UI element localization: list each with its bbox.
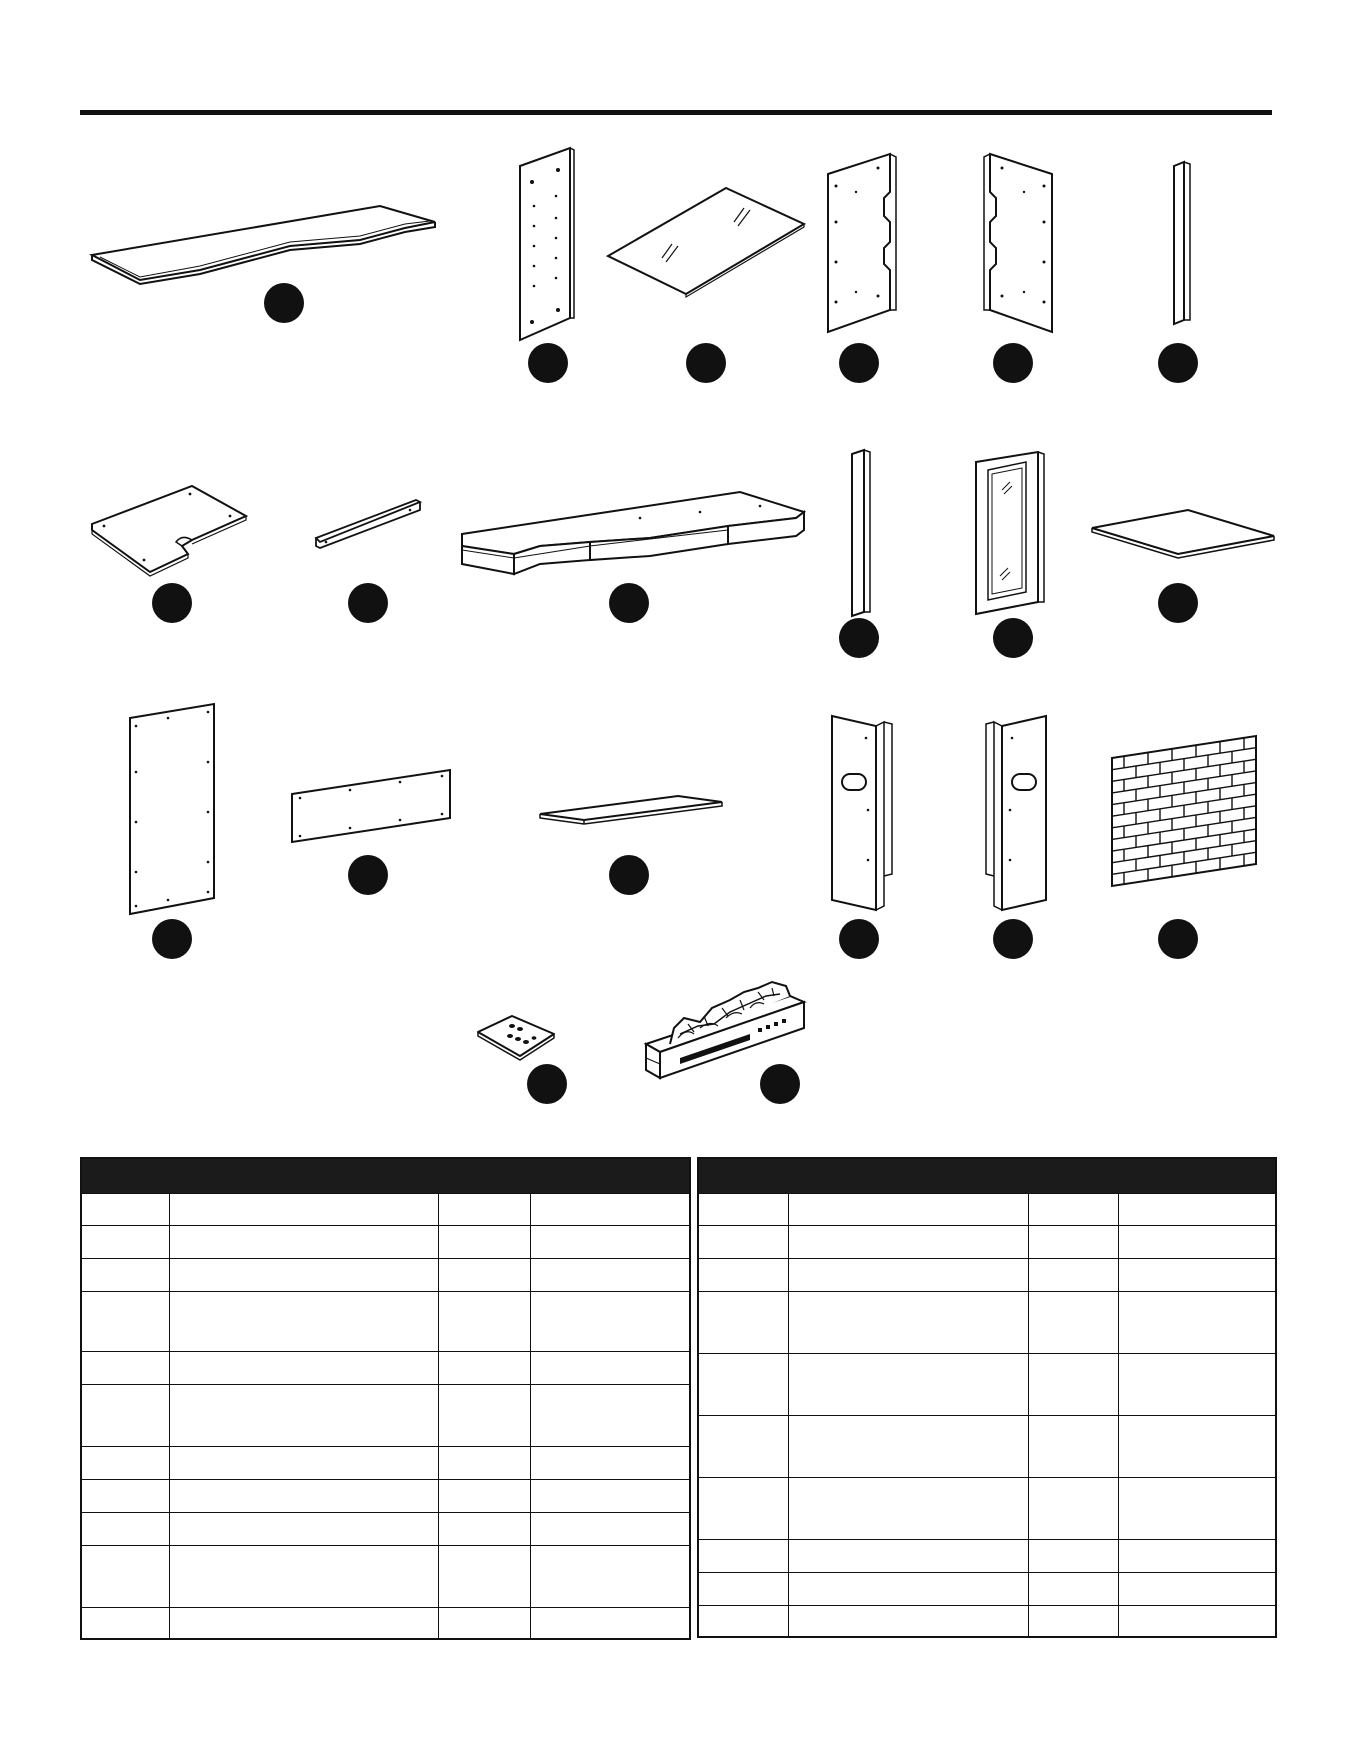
cell: [81, 1385, 169, 1447]
part-l-drawing: [1090, 508, 1276, 558]
part-n-drawing: [290, 768, 452, 844]
column-quantity: [1028, 1194, 1118, 1226]
cell: [169, 1385, 438, 1447]
table-row: [698, 1226, 1276, 1259]
part-badge-l: [1158, 583, 1198, 623]
part-badge-c: [686, 343, 726, 383]
cell: [1028, 1606, 1118, 1637]
part-h-drawing: [314, 498, 424, 550]
cell: [1118, 1416, 1276, 1478]
table-row: [81, 1546, 690, 1608]
cell: [698, 1606, 788, 1637]
part-c-drawing: [606, 186, 806, 298]
cell: [788, 1416, 1028, 1478]
column-description: [169, 1194, 438, 1226]
cell: [1028, 1540, 1118, 1573]
cell: [1028, 1292, 1118, 1354]
cell: [1118, 1540, 1276, 1573]
cell: [530, 1546, 690, 1608]
table-row: [698, 1259, 1276, 1292]
part-badge-h: [348, 583, 388, 623]
part-e-drawing: [982, 152, 1054, 334]
table-column-row: [698, 1194, 1276, 1226]
cell: [81, 1226, 169, 1259]
cell: [1118, 1573, 1276, 1606]
part-badge-q: [993, 919, 1033, 959]
cell: [169, 1259, 438, 1292]
table-row: [698, 1354, 1276, 1416]
cell: [1028, 1478, 1118, 1540]
cell: [438, 1385, 530, 1447]
table-column-row: [81, 1194, 690, 1226]
table-row: [81, 1292, 690, 1352]
cell: [1028, 1573, 1118, 1606]
cell: [788, 1540, 1028, 1573]
part-badge-b: [528, 343, 568, 383]
column-quantity: [438, 1194, 530, 1226]
cell: [788, 1292, 1028, 1354]
table-row: [81, 1352, 690, 1385]
cell: [169, 1292, 438, 1352]
cell: [698, 1478, 788, 1540]
cell: [1118, 1226, 1276, 1259]
table-row: [698, 1540, 1276, 1573]
cell: [1028, 1226, 1118, 1259]
table-row: [81, 1513, 690, 1546]
cell: [698, 1416, 788, 1478]
table-row: [698, 1292, 1276, 1354]
cell: [698, 1259, 788, 1292]
cell: [169, 1480, 438, 1513]
column-part: [81, 1194, 169, 1226]
cell: [1028, 1354, 1118, 1416]
part-g-drawing: [90, 484, 250, 576]
cell: [81, 1546, 169, 1608]
part-badge-m: [152, 919, 192, 959]
part-badge-d: [839, 343, 879, 383]
part-badge-p: [839, 919, 879, 959]
cell: [788, 1478, 1028, 1540]
column-number: [1118, 1194, 1276, 1226]
table-row: [81, 1226, 690, 1259]
cell: [169, 1608, 438, 1639]
cell: [438, 1259, 530, 1292]
cell: [530, 1292, 690, 1352]
cell: [530, 1447, 690, 1480]
part-k-drawing: [974, 450, 1046, 616]
cell: [81, 1292, 169, 1352]
part-badge-e: [993, 343, 1033, 383]
cell: [81, 1480, 169, 1513]
part-badge-r: [1158, 919, 1198, 959]
part-i-drawing: [460, 490, 806, 576]
cell: [1118, 1478, 1276, 1540]
cell: [438, 1226, 530, 1259]
part-badge-g: [152, 583, 192, 623]
part-q-drawing: [982, 710, 1048, 912]
table-title: [698, 1158, 1276, 1194]
cell: [530, 1352, 690, 1385]
table-row: [81, 1385, 690, 1447]
part-r-drawing: [1110, 734, 1258, 888]
cell: [698, 1292, 788, 1354]
part-badge-i: [609, 583, 649, 623]
table-row: [698, 1478, 1276, 1540]
parts-table-right: [697, 1157, 1277, 1638]
part-badge-s: [527, 1064, 567, 1104]
cell: [169, 1352, 438, 1385]
cell: [81, 1513, 169, 1546]
cell: [698, 1354, 788, 1416]
cell: [1118, 1354, 1276, 1416]
part-o-drawing: [538, 794, 724, 824]
part-b-drawing: [518, 146, 578, 342]
table-row: [81, 1480, 690, 1513]
cell: [530, 1480, 690, 1513]
cell: [530, 1385, 690, 1447]
table-row: [698, 1416, 1276, 1478]
table-row: [81, 1608, 690, 1639]
part-badge-j: [839, 618, 879, 658]
cell: [788, 1606, 1028, 1637]
cell: [81, 1352, 169, 1385]
column-description: [788, 1194, 1028, 1226]
column-number: [530, 1194, 690, 1226]
cell: [438, 1480, 530, 1513]
header-rule: [80, 110, 1272, 115]
column-part: [698, 1194, 788, 1226]
part-d-drawing: [826, 152, 898, 334]
cell: [1028, 1416, 1118, 1478]
part-m-drawing: [128, 702, 216, 916]
part-f-drawing: [1172, 160, 1192, 326]
cell: [530, 1608, 690, 1639]
cell: [1028, 1259, 1118, 1292]
part-badge-n: [348, 855, 388, 895]
cell: [438, 1546, 530, 1608]
table-row: [81, 1447, 690, 1480]
part-s-drawing: [476, 1012, 556, 1060]
cell: [788, 1226, 1028, 1259]
part-p-drawing: [830, 710, 896, 912]
cell: [438, 1292, 530, 1352]
cell: [1118, 1292, 1276, 1354]
cell: [1118, 1259, 1276, 1292]
cell: [438, 1352, 530, 1385]
part-badge-f: [1158, 343, 1198, 383]
cell: [438, 1513, 530, 1546]
table-row: [698, 1573, 1276, 1606]
parts-table-left: [80, 1157, 691, 1640]
part-badge-o: [609, 855, 649, 895]
cell: [788, 1354, 1028, 1416]
part-badge-a: [264, 283, 304, 323]
cell: [530, 1259, 690, 1292]
cell: [788, 1259, 1028, 1292]
cell: [1118, 1606, 1276, 1637]
cell: [438, 1608, 530, 1639]
cell: [169, 1513, 438, 1546]
table-header-row: [698, 1158, 1276, 1194]
cell: [438, 1447, 530, 1480]
cell: [81, 1608, 169, 1639]
table-header-row: [81, 1158, 690, 1194]
part-j-drawing: [850, 448, 872, 618]
cell: [530, 1513, 690, 1546]
table-title: [81, 1158, 690, 1194]
cell: [169, 1226, 438, 1259]
cell: [698, 1540, 788, 1573]
part-a-drawing: [90, 200, 440, 280]
cell: [788, 1573, 1028, 1606]
cell: [81, 1447, 169, 1480]
cell: [698, 1573, 788, 1606]
table-row: [698, 1606, 1276, 1637]
cell: [698, 1226, 788, 1259]
cell: [530, 1226, 690, 1259]
cell: [81, 1259, 169, 1292]
cell: [169, 1447, 438, 1480]
table-row: [81, 1259, 690, 1292]
part-badge-k: [993, 618, 1033, 658]
cell: [169, 1546, 438, 1608]
part-badge-t: [760, 1064, 800, 1104]
